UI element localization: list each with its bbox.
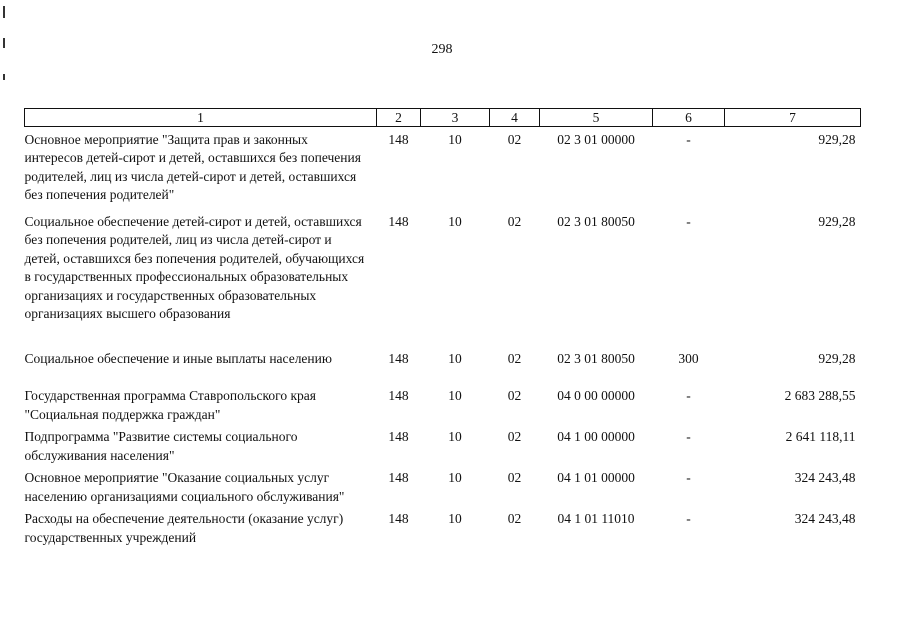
row-target-article: 02 3 01 00000 [557,131,635,147]
row-ministry-code: 148 [388,511,409,526]
row-ministry-code: 148 [388,429,409,444]
row-section: 10 [448,350,462,366]
table-row [25,428,861,465]
row-ministry-code: 148 [388,350,409,366]
table-row [25,213,861,324]
header-cell-1: 1 [25,109,377,127]
row-name: Социальное обеспечение детей-сирот и детей, оставшихся без попечения родителей, лиц из числа детей-сирот и детей, оставшихся без попечения родителей, обучающихся в государственных профессиональных образовательных организациях и государственных образовательных организациях высшего образования [24,213,365,321]
table-row [25,131,861,205]
header-cell-6: 6 [653,109,725,127]
row-subsection: 02 [507,470,522,485]
row-section: 10 [448,131,462,147]
row-section: 10 [448,511,462,526]
row-section: 10 [448,388,462,403]
table-row [25,387,861,424]
table-body [25,127,861,548]
row-section: 10 [448,213,462,229]
row-amount: 929,28 [818,350,856,366]
row-ministry-code: 148 [388,388,409,403]
row-subsection: 02 [507,213,522,229]
row-name: Социальное обеспечение и иные выплаты населению [24,350,332,366]
scan-edge-mark [3,6,5,18]
row-target-article: 04 1 01 11010 [557,511,635,526]
header-cell-4: 4 [490,109,540,127]
row-amount: 324 243,48 [794,511,856,526]
budget-table [24,108,861,547]
table-row [25,510,861,547]
row-ministry-code: 148 [388,213,409,229]
row-amount: 929,28 [818,213,856,229]
row-subsection: 02 [507,429,522,444]
row-amount: 2 641 118,11 [785,429,856,444]
row-amount: 2 683 288,55 [784,388,856,403]
row-name: Основное мероприятие "Защита прав и законных интересов детей-сирот и детей, оставшихся без попечения родителей, лиц из числа детей-сирот и детей, оставшихся без попечения родителей" [24,131,361,202]
header-cell-3: 3 [421,109,490,127]
row-expense-type: - [686,511,691,526]
row-target-article: 04 1 01 00000 [557,470,635,485]
row-subsection: 02 [507,131,522,147]
page-number: 298 [431,42,453,57]
row-target-article: 04 1 00 00000 [557,429,635,444]
header-cell-5: 5 [540,109,653,127]
row-section: 10 [448,429,462,444]
row-ministry-code: 148 [388,131,409,147]
table-row [25,350,861,369]
header-cell-2: 2 [377,109,421,127]
row-section: 10 [448,470,462,485]
row-amount: 324 243,48 [794,470,856,485]
scan-edge-mark [3,74,5,80]
row-ministry-code: 148 [388,470,409,485]
row-amount: 929,28 [818,131,856,147]
row-expense-type: - [686,388,691,403]
table-row [25,469,861,506]
row-expense-type: - [686,131,691,147]
row-expense-type: - [686,213,691,229]
row-subsection: 02 [507,511,522,526]
header-cell-7: 7 [725,109,861,127]
row-name: Подпрограмма "Развитие системы социального обслуживания населения" [24,429,298,463]
row-name: Основное мероприятие "Оказание социальных услуг населению организациями социального обслуживания" [24,470,345,504]
row-expense-type: - [686,470,691,485]
row-expense-type: 300 [678,350,699,366]
table-header [25,109,861,127]
row-expense-type: - [686,429,691,444]
row-target-article: 02 3 01 80050 [557,213,635,229]
row-target-article: 04 0 00 00000 [557,388,635,403]
row-name: Расходы на обеспечение деятельности (оказание услуг) государственных учреждений [24,511,344,545]
row-subsection: 02 [507,350,522,366]
row-target-article: 02 3 01 80050 [557,350,635,366]
row-name: Государственная программа Ставропольского края "Социальная поддержка граждан" [24,388,316,422]
header-row [25,109,861,127]
row-subsection: 02 [507,388,522,403]
